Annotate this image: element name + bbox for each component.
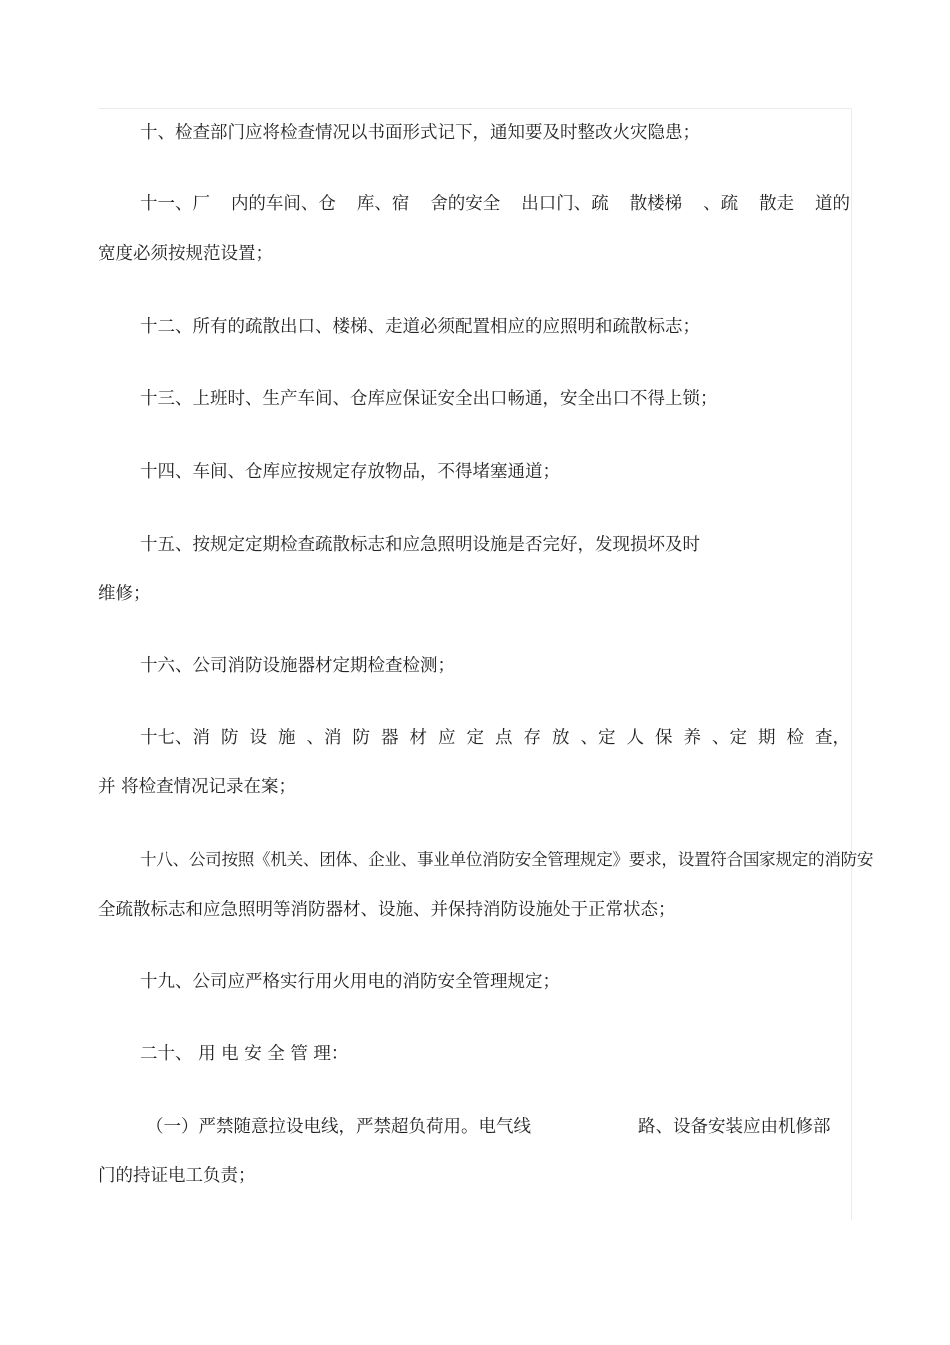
text-segment: 十一、厂: [140, 194, 210, 214]
paragraph-15-line-2: 维修；: [98, 584, 151, 604]
paragraph-11-line-1: [140, 193, 850, 215]
paragraph-19: 十九、公司应严格实行用火用电的消防安全管理规定；: [140, 972, 560, 992]
paragraph-16: 十六、公司消防设施器材定期检查检测；: [140, 656, 455, 676]
text-segment: 防: [352, 728, 370, 748]
text-segment: 十七、消: [140, 728, 210, 748]
text-segment: 查，: [815, 728, 850, 748]
text-segment: 库、宿: [356, 194, 410, 214]
paragraph-12: 十二、所有的疏散出口、楼梯、走道必须配置相应的应照明和疏散标志；: [140, 317, 700, 337]
paragraph-17-line-1: [140, 727, 850, 749]
item-1-line-2: 门的持证电工负责；: [98, 1166, 256, 1186]
paragraph-15-line-1: 十五、按规定定期检查疏散标志和应急照明设施是否完好，发现损坏及时: [140, 535, 700, 555]
text-segment: 防: [221, 728, 239, 748]
paragraph-20-heading: 二十、 用 电 安 全 管 理：: [140, 1044, 349, 1064]
text-segment: 、定: [580, 728, 616, 748]
text-segment: 散楼梯: [629, 194, 683, 214]
text-segment: 散走: [759, 194, 795, 214]
text-segment: 出口门、疏: [521, 194, 609, 214]
paragraph-13: 十三、上班时、生产车间、仓库应保证安全出口畅通，安全出口不得上锁；: [140, 389, 718, 409]
text-segment: 定: [466, 728, 484, 748]
text-segment: 道的: [815, 194, 850, 214]
text-segment: 、疏: [703, 194, 739, 214]
text-segment: 存: [523, 728, 541, 748]
paragraph-10: 十、检查部门应将检查情况以书面形式记下，通知要及时整改火灾隐患；: [140, 123, 700, 143]
text-segment: 设: [249, 728, 267, 748]
text-segment: 养: [683, 728, 701, 748]
text-segment: 检: [786, 728, 804, 748]
item-1-line-1-part-1: （一）严禁随意拉设电线，严禁超负荷用。电气线: [146, 1117, 531, 1137]
text-segment: 器: [381, 728, 399, 748]
text-segment: 施: [278, 728, 296, 748]
text-segment: 应: [438, 728, 456, 748]
paragraph-17-line-2: 并 将检查情况记录在案；: [98, 777, 297, 797]
page-border-right: [851, 108, 852, 1220]
paragraph-18-line-2: 全疏散标志和应急照明等消防器材、设施、并保持消防设施处于正常状态；: [98, 900, 676, 920]
paragraph-11-line-2: 宽度必须按规范设置；: [98, 244, 273, 264]
paragraph-14: 十四、车间、仓库应按规定存放物品，不得堵塞通道；: [140, 462, 560, 482]
text-segment: 点: [495, 728, 513, 748]
text-segment: 放: [552, 728, 570, 748]
text-segment: 保: [655, 728, 673, 748]
text-segment: 舍的安全: [430, 194, 501, 214]
text-segment: 、消: [306, 728, 342, 748]
text-segment: 人: [626, 728, 644, 748]
item-1-line-1-part-2: 路、设备安装应由机修部: [638, 1117, 831, 1137]
text-segment: 内的车间、仓: [230, 194, 336, 214]
text-segment: 材: [409, 728, 427, 748]
paragraph-18-line-1: 十八、公司按照《机关、团体、企业、事业单位消防安全管理规定》要求，设置符合国家规定的消防安: [140, 850, 874, 869]
page-border-top: [98, 108, 852, 109]
text-segment: 、定: [712, 728, 747, 748]
text-segment: 期: [758, 728, 776, 748]
